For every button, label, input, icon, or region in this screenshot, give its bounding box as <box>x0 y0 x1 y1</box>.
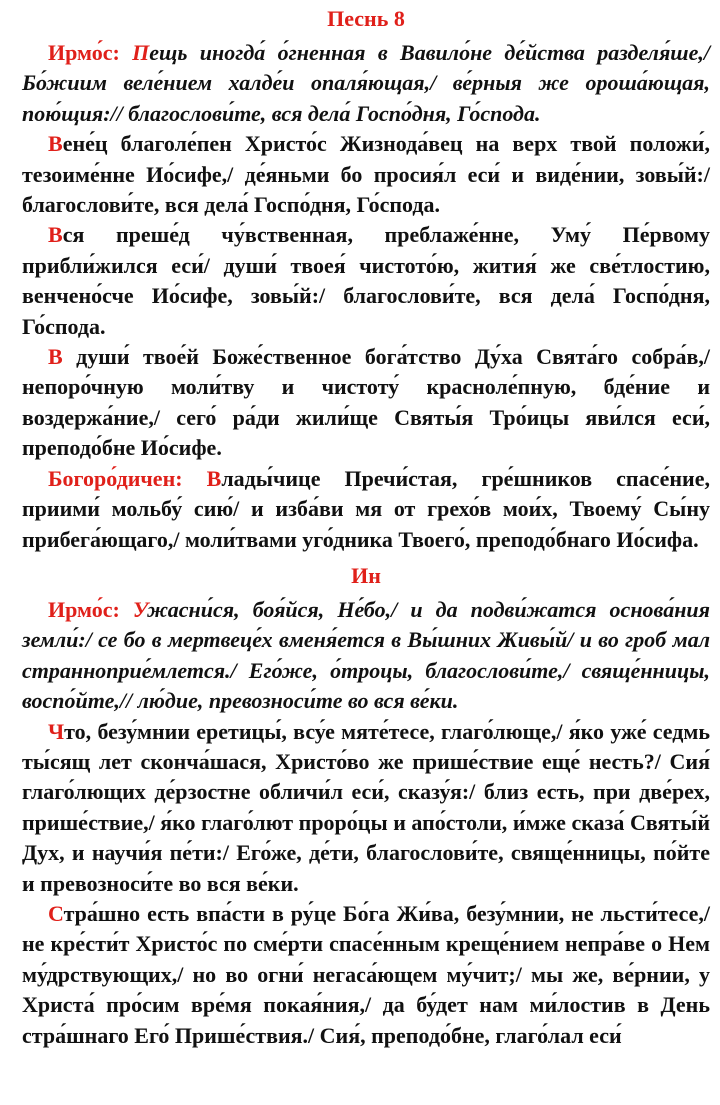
drop-initial: В <box>206 465 222 491</box>
paragraph-text: то, безу́мнии еретицы́, всу́е мяте́тесе, глаго́люще,/ я́ко уже́ седмь ты́сящ лет сконча́шася, Христо́во же прише́ствие еще́ несть?/ Сия́ глаго́лющих де́рзостне обличи́л еси́, сказу́я:/ близ есть, при две́рех, прише́ствие,/ я́ко глаго́лют проро́цы и апо́столи, и́мже сказа́ Святы́й Дух, и научи́я пе́ти:/ Его́же, де́ти, благослови́те, свяще́нницы, по́йте и превозноси́те во вся ве́ки. <box>22 718 710 896</box>
troparion-5 <box>22 899 710 1051</box>
irmos-label: Ирмо́с: <box>48 596 133 622</box>
irmos-label: Ирмо́с: <box>48 40 133 65</box>
troparion-2 <box>22 220 710 342</box>
drop-initial: Ч <box>48 718 65 744</box>
paragraph-text: ся преше́д чу́вственная, преблаже́нне, Уму́ Пе́рвому прибли́жился еси́/ души́ твоея́ чистото́ю, жития́ же све́тлостию, венчено́сче Ио́сифе, зовы́й:/ благослови́те, вся дела́ Госпо́дня, Го́спода. <box>22 222 710 339</box>
paragraph-text: тра́шно есть впа́сти в ру́це Бо́га Жи́ва, безу́мнии, не льсти́тесе,/ не кре́сти́т Христо́с по сме́рти спасе́нным креще́нием непра́ве о Нем му́дрствующих,/ но во огни́ негаса́ющем му́чит;/ мы же, ве́рнии, у Христа́ про́сим вре́мя покая́ния,/ да бу́дет нам ми́лостив в День стра́шнаго Его́ Прише́ствия./ Сия́, преподо́бне, глаго́лал еси́ <box>22 900 710 1048</box>
troparion-3 <box>22 342 710 464</box>
troparion-4 <box>22 717 710 899</box>
drop-initial: В <box>48 344 63 370</box>
paragraph-text: души́ твое́й Боже́ственное бога́тство Ду́ха Свята́го собра́в,/ непоро́чную моли́тву и чистоту́ красноле́пную, бде́ние и воздержа́ние,/ сего́ ра́ди жили́ще Святы́я Тро́ицы яви́лся еси́, преподо́бне Ио́сифе. <box>22 344 710 461</box>
drop-initial: П <box>132 40 150 65</box>
paragraph-text: ещь иногда́ о́гненная в Вавило́не де́йства разделя́ше,/ Бо́жиим веле́нием халде́и опаля́ющая,/ ве́рныя же ороша́ющая, пою́щия:// благослови́те, вся дела́ Госпо́дня, Го́спода. <box>22 40 710 126</box>
theotokion-label: Богоро́дичен: <box>48 465 207 491</box>
theotokion <box>22 464 710 555</box>
paragraph-text: ене́ц благоле́пен Христо́с Жизнода́вец на верх твой положи́, тезоиме́нне Ио́сифе,/ де́яньми бо просия́л еси́ и виде́нии, зовы́й:/ благослови́те, вся дела́ Госпо́дня, Го́спода. <box>22 131 710 218</box>
section-title-canticle-8: Песнь 8 <box>327 6 405 31</box>
paragraph-text: жасни́ся, боя́йся, Не́бо,/ и да подви́жатся основа́ния земли́:/ се бо в мертвеце́х вменя́ется в Вы́шних Живы́й/ и во гроб мал странноприе́млется./ Его́же, о́троцы, благослови́те,/ свяще́нницы, воспо́йте,// лю́дие, превозноси́те во вся ве́ки. <box>22 596 710 714</box>
irmos-paragraph-2 <box>22 595 710 717</box>
drop-initial: С <box>48 900 64 926</box>
section-title-other: Ин <box>351 562 381 588</box>
drop-initial: В <box>48 222 63 248</box>
troparion-1 <box>22 129 710 220</box>
drop-initial: В <box>48 131 63 157</box>
irmos-paragraph-1 <box>22 38 710 129</box>
paragraph-text: лады́чице Пречи́стая, гре́шников спасе́ние, приими́ мольбу́ сию́/ и изба́ви мя от грехо́в мои́х, Твоему́ Сы́ну прибега́ющаго,/ моли́твами уго́дника Твоего́, преподо́бнаго Ио́сифа. <box>22 465 710 552</box>
drop-initial: У <box>132 596 148 622</box>
